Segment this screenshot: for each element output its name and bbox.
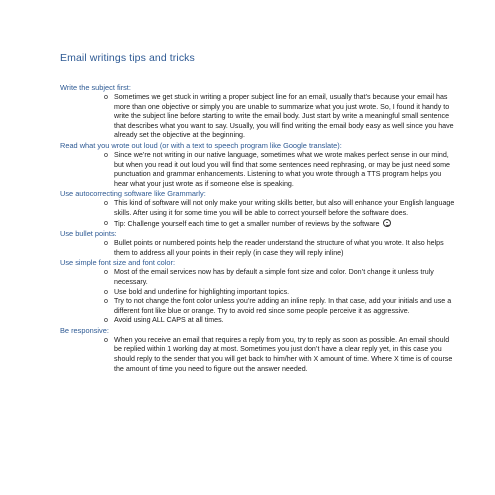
bullet-marker: o [104,287,108,296]
section-bullet-points [60,229,455,258]
section-heading: Use simple font size and font color: [60,258,176,268]
list-item [60,336,455,374]
section-heading: Use bullet points: [60,229,117,239]
bullet-text: This kind of software will not only make your writing skills better, but also will enhance your English language skills. After using it for some time you will be able to correct yourself before the software does. [114,199,455,217]
section-font-size-color [60,258,455,326]
bullet-marker: o [104,218,108,227]
bullet-text: When you receive an email that requires a reply from you, try to reply as soon as possible. An email should be replied within 1 working day at most. Sometimes you just don’t have a clear reply yet, in this case you should reply to the sender that you will get back to him/her with X amount of time. Where X time is of course the amount of time you need to figure out the answer needed. [114,335,453,373]
bullet-marker: o [104,335,108,344]
list-item [60,297,455,316]
section-subject-first [60,83,455,141]
section-heading: Write the subject first: [60,83,131,92]
bullet-marker: o [104,297,108,306]
bullet-text: Tip: Challenge yourself each time to get a smaller number of reviews by the software [114,219,380,228]
list-item [60,268,455,287]
bullet-list [60,268,455,326]
bullet-text: Sometimes we get stuck in writing a proper subject line for an email, usually that’s because your email has more than one objective or simply you are unable to summarize what you just wrote. So, I found it handy to write the subject line before starting to write the email body. Just start by write a meaningful small sentence that describes what you want to say. Usually, you will find writing the email body easy as well since you have already set the objective at the beginning. [114,93,454,140]
list-item [60,288,455,298]
bullet-list [60,151,455,189]
list-item [60,151,455,189]
bullet-marker: o [104,199,108,208]
section-heading: Be responsive: [60,325,109,335]
bullet-list [60,239,455,258]
section-read-out-loud [60,141,455,189]
bullet-marker: o [104,239,108,248]
bullet-marker: o [104,150,108,159]
list-item [60,219,455,230]
list-item [60,93,455,141]
bullet-text: Bullet points or numbered points help the reader understand the structure of what you wrote. It also helps them to address all your points in their reply (in case they will reply inline) [114,239,444,257]
section-heading: Read what you wrote out loud (or with a text to speech program like Google translate): [60,140,342,150]
bullet-text: Try to not change the font color unless you’re adding an inline reply. In that case, add your initials and use a different font like blue or orange. Try to avoid red since some people perceive it as aggressive. [114,297,452,315]
bullet-marker: o [104,316,108,325]
bullet-list [60,199,455,229]
list-item [60,316,455,326]
bullet-text: Most of the email services now has by default a simple font size and color. Don’t change it unless truly necessary. [114,268,434,286]
bullet-marker: o [104,93,108,101]
section-heading: Use autocorrecting software like Grammarly: [60,189,206,199]
bullet-marker: o [104,268,108,277]
bullet-text: Avoid using ALL CAPS at all times. [114,316,224,325]
section-autocorrect [60,189,455,229]
smiley-face-icon [383,219,391,227]
bullet-list [60,336,455,374]
document-title: Email writings tips and tricks [60,52,195,64]
list-item [60,239,455,258]
bullet-text: Use bold and underline for highlighting important topics. [114,287,290,296]
bullet-text: Since we’re not writing in our native language, sometimes what we wrote makes perfect sense in our mind, but when you read it out loud you will find that some sentences need rephrasing, or may be just need some punctuation and grammar enhancements. Listening to what you wrote through a TTS program helps you hear what your just wrote as if someone else is speaking. [114,150,450,188]
bullet-list [60,93,455,141]
section-be-responsive [60,326,455,374]
list-item [60,199,455,218]
